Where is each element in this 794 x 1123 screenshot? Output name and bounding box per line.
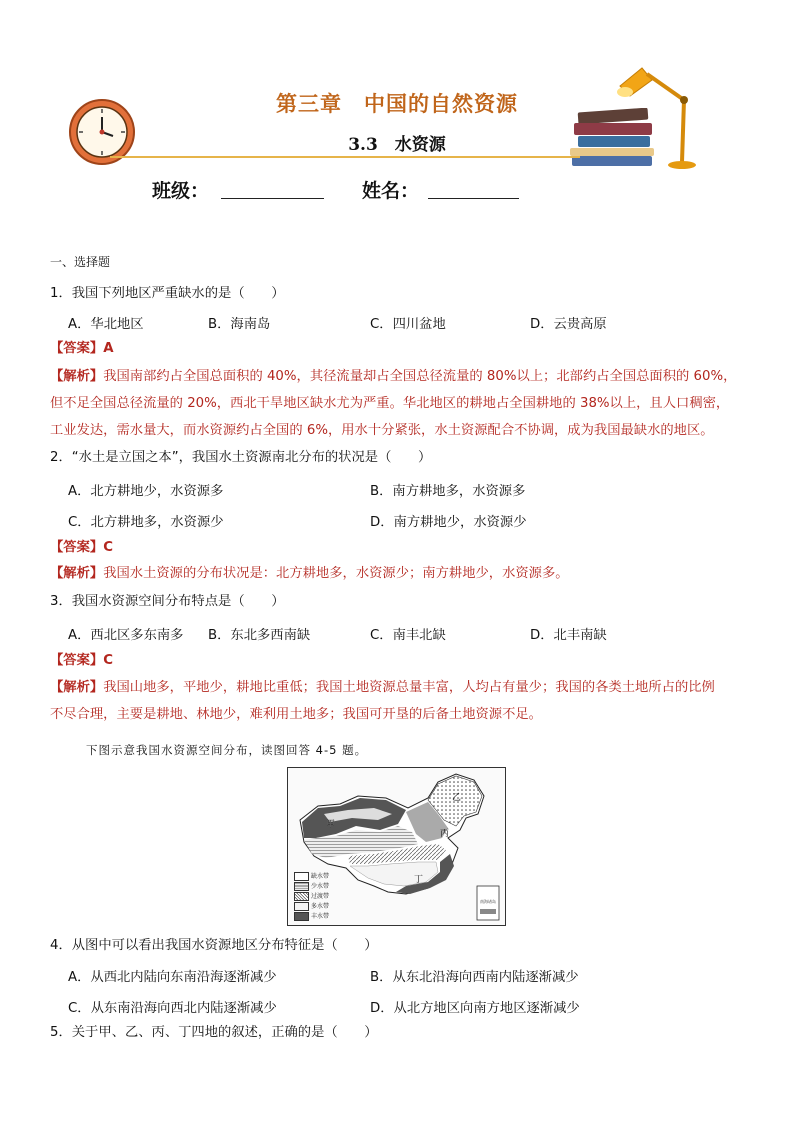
option-b[interactable]: B．海南岛 (208, 317, 271, 332)
option-c[interactable]: C．四川盆地 (370, 317, 446, 332)
class-label: 班级： (152, 180, 210, 202)
answer-label: 【答案】 (50, 653, 104, 668)
option-d[interactable]: D．南方耕地少，水资源少 (370, 515, 527, 530)
analysis-line: 我国山地多，平地少，耕地比重低；我国土地资源总量丰富，人均占有量少；我国的各类土地所占的比例 (103, 680, 715, 695)
option-a[interactable]: A．西北区多东南多 (68, 628, 184, 643)
page-title: 第三章 中国的自然资源 (276, 91, 518, 116)
legend-item (294, 912, 329, 921)
page-subtitle: 3.3 水资源 (348, 135, 446, 155)
map-caption: 下图示意我国水资源空间分布，读图回答 4-5 题。 (86, 743, 368, 757)
legend-label: 丰水带 (311, 913, 330, 920)
analysis-line: 工业发达，需水量大，而水资源约占全国的 6%，用水十分紧张，水土资源配合不协调，成为我国最缺水的地区。 (50, 423, 714, 438)
analysis-line: 我国水土资源的分布状况是：北方耕地多，水资源少；南方耕地少，水资源多。 (103, 566, 569, 581)
option-a[interactable]: A．华北地区 (68, 317, 144, 332)
region-label-jia: 甲 (326, 820, 336, 830)
question-stem: 4．从图中可以看出我国水资源地区分布特征是（ ） (50, 938, 378, 953)
analysis-label: 【解析】 (50, 369, 104, 384)
option-b[interactable]: B．南方耕地多，水资源多 (370, 484, 526, 499)
header-divider (110, 156, 580, 158)
water-resource-map (287, 767, 506, 926)
legend-label: 过渡带 (311, 893, 330, 900)
option-c[interactable]: C．从东南沿海向西北内陆逐渐减少 (68, 1001, 277, 1016)
legend-label: 多水带 (311, 903, 330, 910)
answer-line (50, 339, 113, 359)
analysis-label: 【解析】 (50, 680, 104, 695)
answer-value: C (103, 540, 113, 555)
legend-label: 缺水带 (311, 873, 330, 880)
legend-item (294, 882, 329, 891)
question-stem: 1．我国下列地区严重缺水的是（ ） (50, 286, 285, 301)
answer-line (50, 538, 113, 558)
region-label-ding: 丁 (414, 875, 424, 885)
name-label: 姓名： (362, 180, 420, 202)
legend-label: 少水带 (311, 883, 330, 890)
legend-item (294, 872, 329, 881)
analysis-line: 我国南部约占全国总面积的 40%，其径流量却占全国总径流量的 80%以上；北部约占全国总面积的 60%， (103, 369, 737, 384)
section-heading: 一、选择题 (50, 255, 111, 269)
legend-item (294, 892, 329, 901)
answer-label: 【答案】 (50, 341, 104, 356)
region-label-yi: 乙 (452, 793, 462, 803)
class-input-line[interactable] (221, 198, 324, 199)
option-b[interactable]: B．从东北沿海向西南内陆逐渐减少 (370, 970, 579, 985)
inset-label: 南海诸岛 (480, 899, 496, 904)
option-a[interactable]: A．从西北内陆向东南沿海逐渐减少 (68, 970, 277, 985)
option-c[interactable]: C．北方耕地多，水资源少 (68, 515, 224, 530)
answer-line (50, 651, 113, 671)
answer-value: C (103, 653, 113, 668)
answer-value: A (103, 341, 114, 356)
question-stem: 5．关于甲、乙、丙、丁四地的叙述，正确的是（ ） (50, 1025, 378, 1040)
option-d[interactable]: D．从北方地区向南方地区逐渐减少 (370, 1001, 580, 1016)
analysis-block (50, 564, 569, 584)
option-d[interactable]: D．北丰南缺 (530, 628, 607, 643)
analysis-block (50, 674, 750, 728)
answer-label: 【答案】 (50, 540, 104, 555)
analysis-line: 不尽合理，主要是耕地、林地少，难利用土地多；我国可开垦的后备土地资源不足。 (50, 707, 542, 722)
option-c[interactable]: C．南丰北缺 (370, 628, 446, 643)
region-label-bing: 丙 (440, 829, 450, 839)
option-a[interactable]: A．北方耕地少，水资源多 (68, 484, 224, 499)
question-stem: 2．“水土是立国之本”，我国水土资源南北分布的状况是（ ） (50, 450, 432, 465)
analysis-line: 但不足全国总径流量的 20%，西北干旱地区缺水尤为严重。华北地区的耕地占全国耕地的 38%以上，且人口稠密， (50, 396, 730, 411)
question-stem: 3．我国水资源空间分布特点是（ ） (50, 594, 285, 609)
option-b[interactable]: B．东北多西南缺 (208, 628, 311, 643)
legend-item (294, 902, 329, 911)
analysis-block (50, 363, 750, 444)
option-d[interactable]: D．云贵高原 (530, 317, 607, 332)
analysis-label: 【解析】 (50, 566, 104, 581)
name-input-line[interactable] (428, 198, 519, 199)
